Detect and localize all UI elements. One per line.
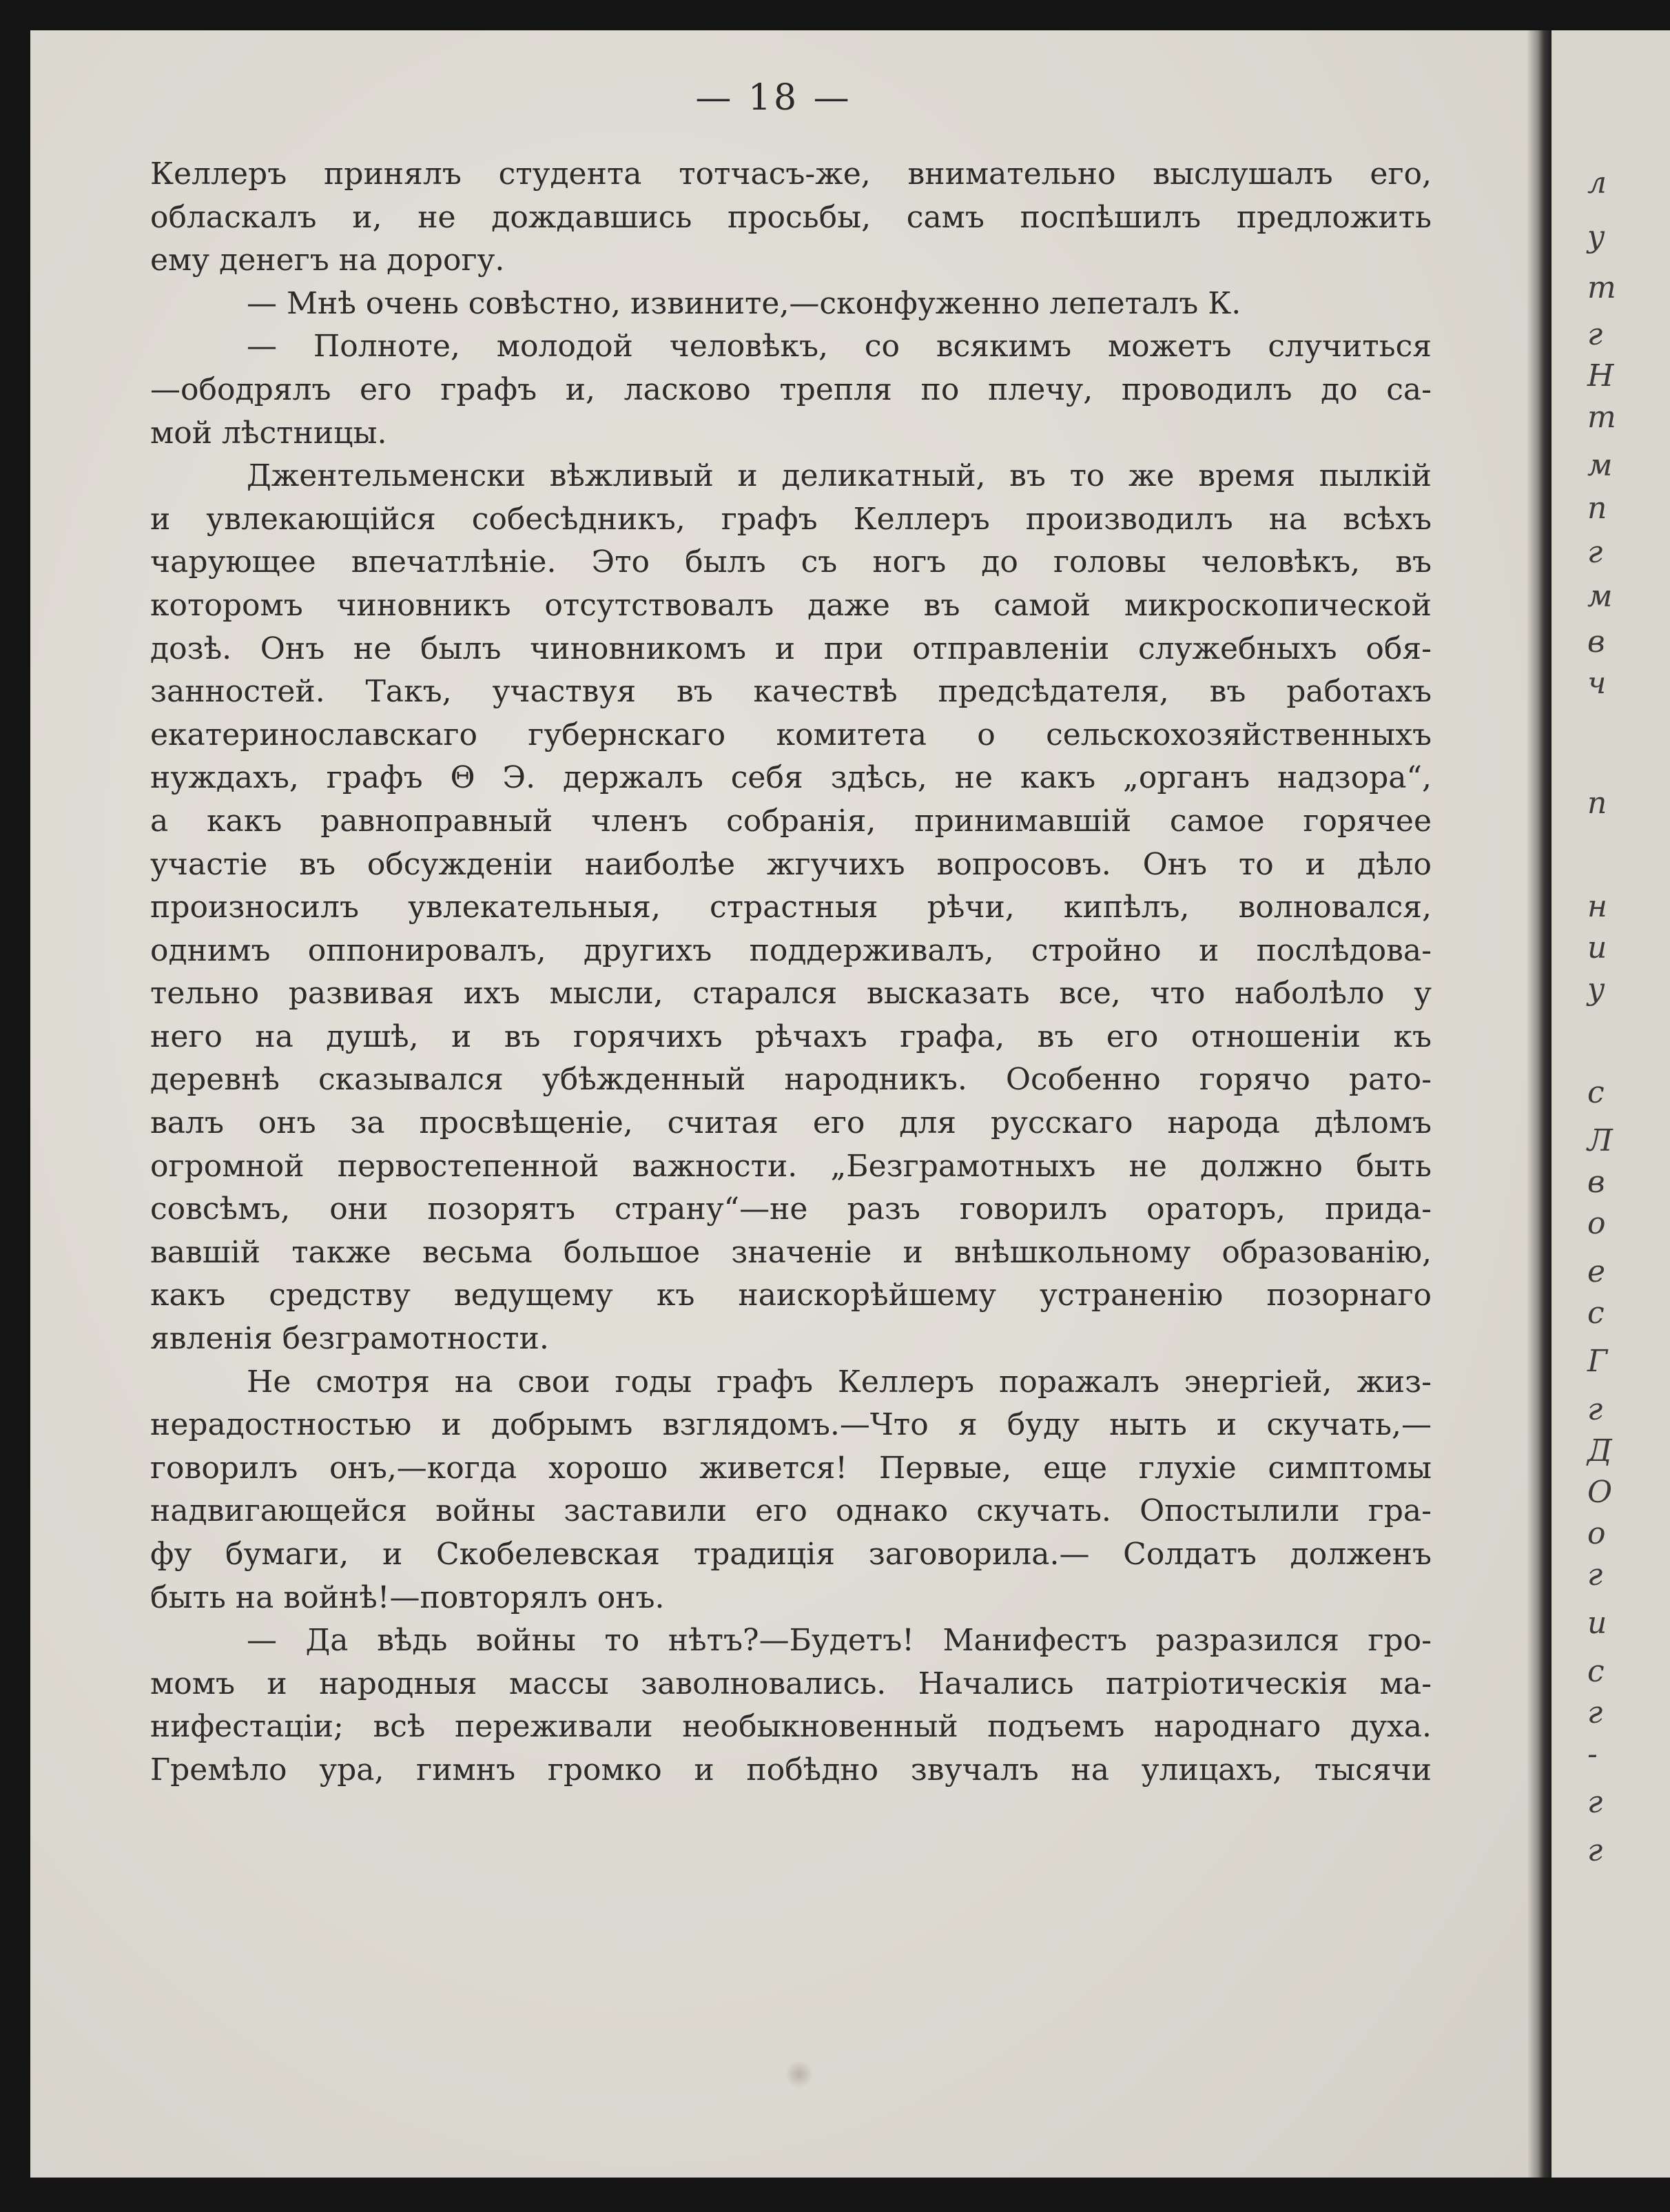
text-line: нифестаціи; всѣ переживали необыкновенный подъемъ народнаго духа. — [150, 1709, 1432, 1745]
text-line: валъ онъ за просвѣщеніе, считая его для русскаго народа дѣломъ — [150, 1105, 1432, 1141]
text-line: произносилъ увлекательныя, страстныя рѣчи, кипѣлъ, волновался, — [150, 890, 1432, 925]
text-line: быть на войнѣ!—повторялъ онъ. — [150, 1579, 665, 1615]
facing-page-char: с — [1587, 1654, 1605, 1689]
facing-page-char: ч — [1587, 666, 1607, 701]
text-line: участіе въ обсужденіи наиболѣе жгучихъ вопросовъ. Онъ то и дѣло — [150, 846, 1432, 882]
text-line: а какъ равноправный членъ собранія, принимавшій самое горячее — [150, 803, 1432, 839]
facing-page-char: в — [1587, 624, 1605, 659]
text-line: нерадостностью и добрымъ взглядомъ.—Что я буду ныть и скучать,— — [150, 1407, 1432, 1443]
facing-page-char: т — [1587, 270, 1616, 305]
facing-page-char: е — [1587, 1254, 1606, 1289]
text-line: —ободрялъ его графъ и, ласково трепля по плечу, проводилъ до са- — [150, 371, 1432, 407]
text-line: деревнѣ сказывался убѣжденный народникъ. Особенно горячо рато- — [150, 1062, 1432, 1098]
text-line: нуждахъ, графъ Θ Э. держалъ себя здѣсь, не какъ „органъ надзора“, — [150, 760, 1432, 796]
text-line: занностей. Такъ, участвуя въ качествѣ предсѣдателя, въ работахъ — [150, 674, 1432, 710]
text-line: чарующее впечатлѣніе. Это былъ съ ногъ до головы человѣкъ, въ — [150, 544, 1432, 580]
text-line: и увлекающійся собесѣдникъ, графъ Келлеръ производилъ на всѣхъ — [150, 501, 1432, 537]
text-line: фу бумаги, и Скобелевская традиція заговорила.— Солдатъ долженъ — [150, 1537, 1432, 1572]
text-line: дозѣ. Онъ не былъ чиновникомъ и при отправленіи служебныхъ обя- — [150, 631, 1432, 666]
text-line: — Полноте, молодой человѣкъ, со всякимъ можетъ случиться — [247, 329, 1432, 365]
facing-page-char: м — [1587, 448, 1613, 483]
page-number: — 18 — — [695, 77, 852, 119]
text-line: Джентельменски вѣжливый и деликатный, въ то же время пылкій — [247, 458, 1432, 494]
text-line: совсѣмъ, они позорятъ страну“—не разъ говорилъ ораторъ, прида- — [150, 1191, 1432, 1227]
text-line: какъ средству ведущему къ наискорѣйшему устраненію позорнаго — [150, 1278, 1432, 1313]
facing-page-char: О — [1587, 1475, 1613, 1510]
text-line: Гремѣло ура, гимнъ громко и побѣдно звучалъ на улицахъ, тысячи — [150, 1752, 1432, 1788]
facing-page-char: л — [1587, 165, 1607, 201]
text-line: — Да вѣдь войны то нѣтъ?—Будетъ! Манифестъ разразился гро- — [247, 1623, 1432, 1659]
facing-page-char: Г — [1587, 1344, 1608, 1379]
text-line: обласкалъ и, не дождавшись просьбы, самъ поспѣшилъ предложить — [150, 199, 1432, 235]
text-line: момъ и народныя массы заволновались. Начались патріотическія ма- — [150, 1666, 1432, 1701]
facing-page-char: п — [1587, 786, 1607, 821]
text-line: которомъ чиновникъ отсутствовалъ даже въ самой микроскопической — [150, 587, 1432, 623]
text-line: огромной первостепенной важности. „Безграмотныхъ не должно быть — [150, 1148, 1432, 1184]
text-line: Келлеръ принялъ студента тотчасъ-же, внимательно выслушалъ его, — [150, 156, 1432, 192]
text-line: Не смотря на свои годы графъ Келлеръ поражалъ энергіей, жиз- — [247, 1364, 1432, 1400]
facing-page-char: Д — [1587, 1433, 1612, 1468]
text-line: него на душѣ, и въ горячихъ рѣчахъ графа, въ его отношеніи къ — [150, 1018, 1432, 1054]
facing-page-char: у — [1587, 972, 1605, 1007]
facing-page-char: о — [1587, 1206, 1606, 1241]
facing-page-char: м — [1587, 579, 1613, 614]
facing-page-char: с — [1587, 1296, 1605, 1331]
facing-page-char: с — [1587, 1075, 1605, 1110]
facing-page-char: п — [1587, 491, 1607, 526]
text-line: — Мнѣ очень совѣстно, извините,—сконфуженно лепеталъ К. — [247, 285, 1241, 321]
text-line: говорилъ онъ,—когда хорошо живется! Первые, еще глухіе симптомы — [150, 1450, 1432, 1486]
facing-page-char: у — [1587, 219, 1605, 254]
facing-page-char: в — [1587, 1165, 1605, 1200]
text-line: екатеринославскаго губернскаго комитета о сельскохозяйственныхъ — [150, 717, 1432, 752]
facing-page-char: г — [1587, 1557, 1603, 1593]
facing-page-char: г — [1587, 1392, 1603, 1427]
facing-page-char: Л — [1587, 1123, 1613, 1158]
body-text — [150, 153, 1432, 1792]
text-line: тельно развивая ихъ мысли, старался высказать все, что наболѣло у — [150, 976, 1432, 1012]
book-gutter — [1527, 30, 1552, 2178]
facing-page-char: г — [1587, 317, 1603, 352]
text-line: однимъ оппонировалъ, другихъ поддерживалъ, стройно и послѣдова- — [150, 932, 1432, 968]
facing-page-char: г — [1587, 535, 1603, 570]
facing-page-char: и — [1587, 930, 1607, 965]
facing-page-char: н — [1587, 889, 1607, 924]
text-line: мой лѣстницы. — [150, 415, 387, 451]
facing-page-char: о — [1587, 1516, 1606, 1551]
text-line: явленія безграмотности. — [150, 1321, 549, 1357]
facing-page-char: г — [1587, 1785, 1603, 1820]
facing-page-char: г — [1587, 1833, 1603, 1868]
facing-page-char: Н — [1587, 358, 1614, 393]
text-line: надвигающейся войны заставили его однако скучать. Опостылили гра- — [150, 1493, 1432, 1529]
facing-page-char: и — [1587, 1606, 1607, 1641]
facing-page-char: г — [1587, 1695, 1603, 1730]
text-line: ему денегъ на дорогу. — [150, 243, 505, 278]
text-line: вавшій также весьма большое значеніе и внѣшкольному образованію, — [150, 1234, 1432, 1270]
facing-page-char: т — [1587, 400, 1616, 435]
paper-blemish — [785, 2060, 813, 2088]
facing-page-edge — [1552, 30, 1670, 2178]
facing-page-char: - — [1587, 1737, 1598, 1772]
